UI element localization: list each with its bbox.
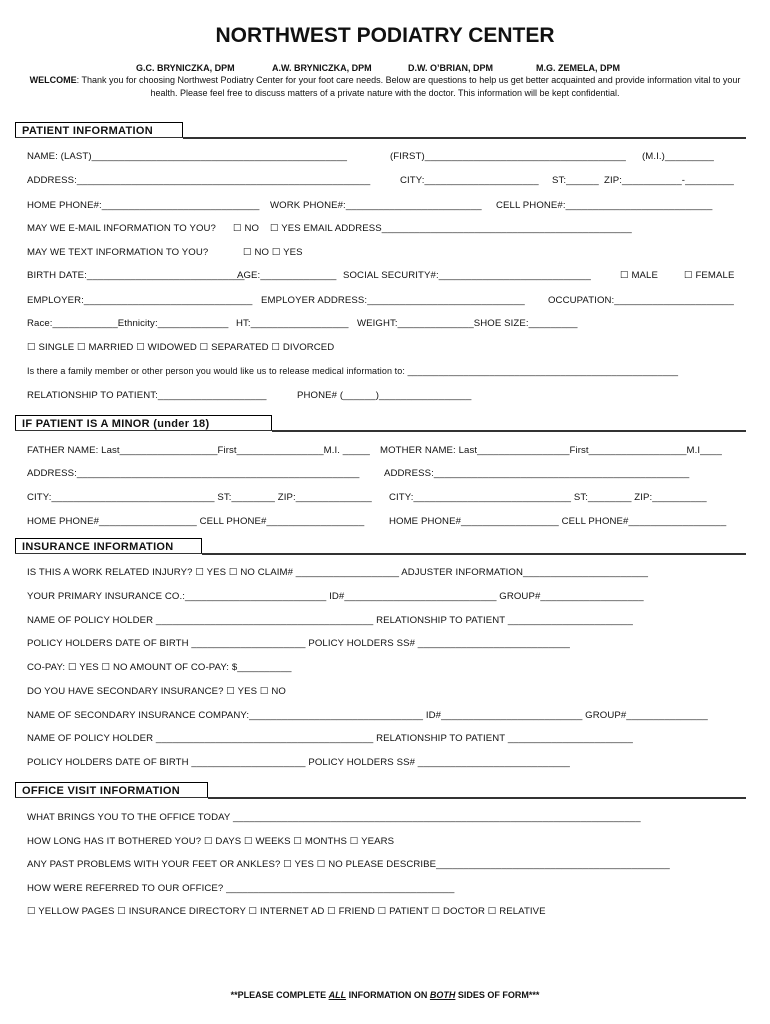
referral-field[interactable]: HOW WERE REFERRED TO OUR OFFICE? __________________________________________ (27, 883, 455, 894)
email-question: MAY WE E-MAIL INFORMATION TO YOU? (27, 223, 216, 234)
duration-options[interactable]: HOW LONG HAS IT BOTHERED YOU? ☐ DAYS ☐ WEEKS ☐ MONTHS ☐ YEARS (27, 836, 395, 847)
home-phone-field[interactable]: HOME PHONE#:_____________________________ (27, 200, 260, 211)
section-rule (15, 553, 204, 554)
referral-options[interactable]: ☐ YELLOW PAGES ☐ INSURANCE DIRECTORY ☐ INTERNET AD ☐ FRIEND ☐ PATIENT ☐ DOCTOR ☐ RELATIVE (27, 906, 546, 917)
secondary-insurance-field[interactable]: NAME OF SECONDARY INSURANCE COMPANY:________________________________ ID#__________________________ GROUP#_______________ (27, 710, 708, 721)
text-question: MAY WE TEXT INFORMATION TO YOU? (27, 247, 209, 258)
policy-holder-dob-field[interactable]: POLICY HOLDERS DATE OF BIRTH _____________________ POLICY HOLDERS SS# ____________________________ (27, 638, 570, 649)
footer-text: SIDES OF FORM*** (455, 990, 540, 1000)
cell-phone-field[interactable]: CELL PHONE#:___________________________ (496, 200, 713, 211)
male-checkbox[interactable]: ☐ MALE (620, 270, 658, 281)
footer-note (0, 990, 770, 1000)
mother-phones-field[interactable]: HOME PHONE#__________________ CELL PHONE#__________________ (389, 516, 727, 527)
text-options[interactable]: ☐ NO ☐ YES (243, 247, 303, 258)
zip-field[interactable]: ZIP:___________-_________ (604, 175, 734, 186)
family-release-field[interactable]: Is there a family member or other person you would like us to release medical information to: _____________________________________________________ (27, 366, 679, 376)
email-no-checkbox[interactable]: ☐ NO (233, 223, 260, 234)
ssn-field[interactable]: SOCIAL SECURITY#:____________________________ (343, 270, 591, 281)
footer-emphasis: BOTH (429, 990, 456, 1000)
mother-city-field[interactable]: CITY:_____________________________ ST:________ ZIP:__________ (389, 492, 707, 503)
age-field[interactable]: AGE:______________ (237, 270, 337, 281)
city-field[interactable]: CITY:_____________________ (400, 175, 539, 186)
section-rule (15, 430, 274, 431)
footer-emphasis: ALL (328, 990, 347, 1000)
footer-text: INFORMATION ON (346, 990, 430, 1000)
doctor-name: M.G. ZEMELA, DPM (536, 63, 620, 73)
name-mi-field[interactable]: (M.I.)_________ (642, 151, 714, 162)
race-ethnicity-field[interactable]: Race:____________Ethnicity:_____________ (27, 318, 229, 329)
father-city-field[interactable]: CITY:______________________________ ST:________ ZIP:______________ (27, 492, 372, 503)
employer-field[interactable]: EMPLOYER:_______________________________ (27, 295, 253, 306)
form-title: NORTHWEST PODIATRY CENTER (215, 24, 555, 47)
occupation-field[interactable]: OCCUPATION:______________________ (548, 295, 734, 306)
name-last-field[interactable]: NAME: (LAST)_______________________________________________ (27, 151, 348, 162)
weight-shoe-field[interactable]: WEIGHT:______________SHOE SIZE:_________ (357, 318, 578, 329)
email-yes-field[interactable]: ☐ YES EMAIL ADDRESS______________________________________________ (270, 223, 632, 234)
doctor-name: G.C. BRYNICZKA, DPM (136, 63, 235, 73)
policy-holder-2-dob-field[interactable]: POLICY HOLDERS DATE OF BIRTH _____________________ POLICY HOLDERS SS# ____________________________ (27, 757, 570, 768)
marital-status-options[interactable]: ☐ SINGLE ☐ MARRIED ☐ WIDOWED ☐ SEPARATED ☐ DIVORCED (27, 342, 335, 353)
section-rule (208, 797, 746, 799)
copay-field[interactable]: CO-PAY: ☐ YES ☐ NO AMOUNT OF CO-PAY: $__________ (27, 662, 292, 673)
section-rule (202, 553, 746, 555)
birth-date-field[interactable]: BIRTH DATE:_____________________________ (27, 270, 245, 281)
female-checkbox[interactable]: ☐ FEMALE (684, 270, 735, 281)
primary-insurance-field[interactable]: YOUR PRIMARY INSURANCE CO.:__________________________ ID#____________________________ GROUP#___________________ (27, 591, 644, 602)
welcome-label: WELCOME (29, 75, 77, 85)
mother-address-field[interactable]: ADDRESS:_______________________________________________ (384, 468, 690, 479)
height-field[interactable]: HT:__________________ (236, 318, 349, 329)
state-field[interactable]: ST:______ (552, 175, 599, 186)
section-rule (15, 797, 210, 798)
policy-holder-field[interactable]: NAME OF POLICY HOLDER ________________________________________ RELATIONSHIP TO PATIENT _______________________ (27, 615, 633, 626)
past-problems-field[interactable]: ANY PAST PROBLEMS WITH YOUR FEET OR ANKLES? ☐ YES ☐ NO PLEASE DESCRIBE___________________________________________ (27, 859, 670, 870)
policy-holder-2-field[interactable]: NAME OF POLICY HOLDER ________________________________________ RELATIONSHIP TO PATIENT _______________________ (27, 733, 633, 744)
work-injury-field[interactable]: IS THIS A WORK RELATED INJURY? ☐ YES ☐ NO CLAIM# ___________________ ADJUSTER INFORMATION_______________________ (27, 567, 649, 578)
doctor-name: A.W. BRYNICZKA, DPM (272, 63, 372, 73)
visit-reason-field[interactable]: WHAT BRINGS YOU TO THE OFFICE TODAY ___________________________________________________________________________ (27, 812, 641, 823)
phone-field[interactable]: PHONE# (______)_________________ (297, 390, 472, 401)
section-heading-patient: PATIENT INFORMATION (15, 122, 183, 138)
address-field[interactable]: ADDRESS:______________________________________________________ (27, 175, 371, 186)
section-rule (272, 430, 746, 432)
mother-name-field[interactable]: MOTHER NAME: Last_________________First__________________M.I____ (380, 445, 722, 456)
work-phone-field[interactable]: WORK PHONE#:_________________________ (270, 200, 482, 211)
father-name-field[interactable]: FATHER NAME: Last__________________First________________M.I. _____ (27, 445, 370, 456)
section-rule (183, 137, 746, 139)
secondary-insurance-question[interactable]: DO YOU HAVE SECONDARY INSURANCE? ☐ YES ☐ NO (27, 686, 286, 697)
section-rule (15, 137, 185, 138)
section-heading-office: OFFICE VISIT INFORMATION (15, 782, 208, 798)
welcome-message (20, 74, 750, 100)
section-heading-minor: IF PATIENT IS A MINOR (under 18) (15, 415, 272, 431)
father-address-field[interactable]: ADDRESS:____________________________________________________ (27, 468, 360, 479)
father-phones-field[interactable]: HOME PHONE#__________________ CELL PHONE#__________________ (27, 516, 365, 527)
section-heading-insurance: INSURANCE INFORMATION (15, 538, 202, 554)
name-first-field[interactable]: (FIRST)_____________________________________ (390, 151, 626, 162)
footer-text: **PLEASE COMPLETE (230, 990, 329, 1000)
welcome-text: : Thank you for choosing Northwest Podiatry Center for your foot care needs. Below are questions to help us get better acquainted and provide information vital to your health. Please feel free to discuss matters of a private nature with the doctor. This information will be kept confidential. (76, 75, 741, 98)
relationship-field[interactable]: RELATIONSHIP TO PATIENT:____________________ (27, 390, 267, 401)
doctor-name: D.W. O’BRIAN, DPM (408, 63, 493, 73)
employer-address-field[interactable]: EMPLOYER ADDRESS:_____________________________ (261, 295, 525, 306)
